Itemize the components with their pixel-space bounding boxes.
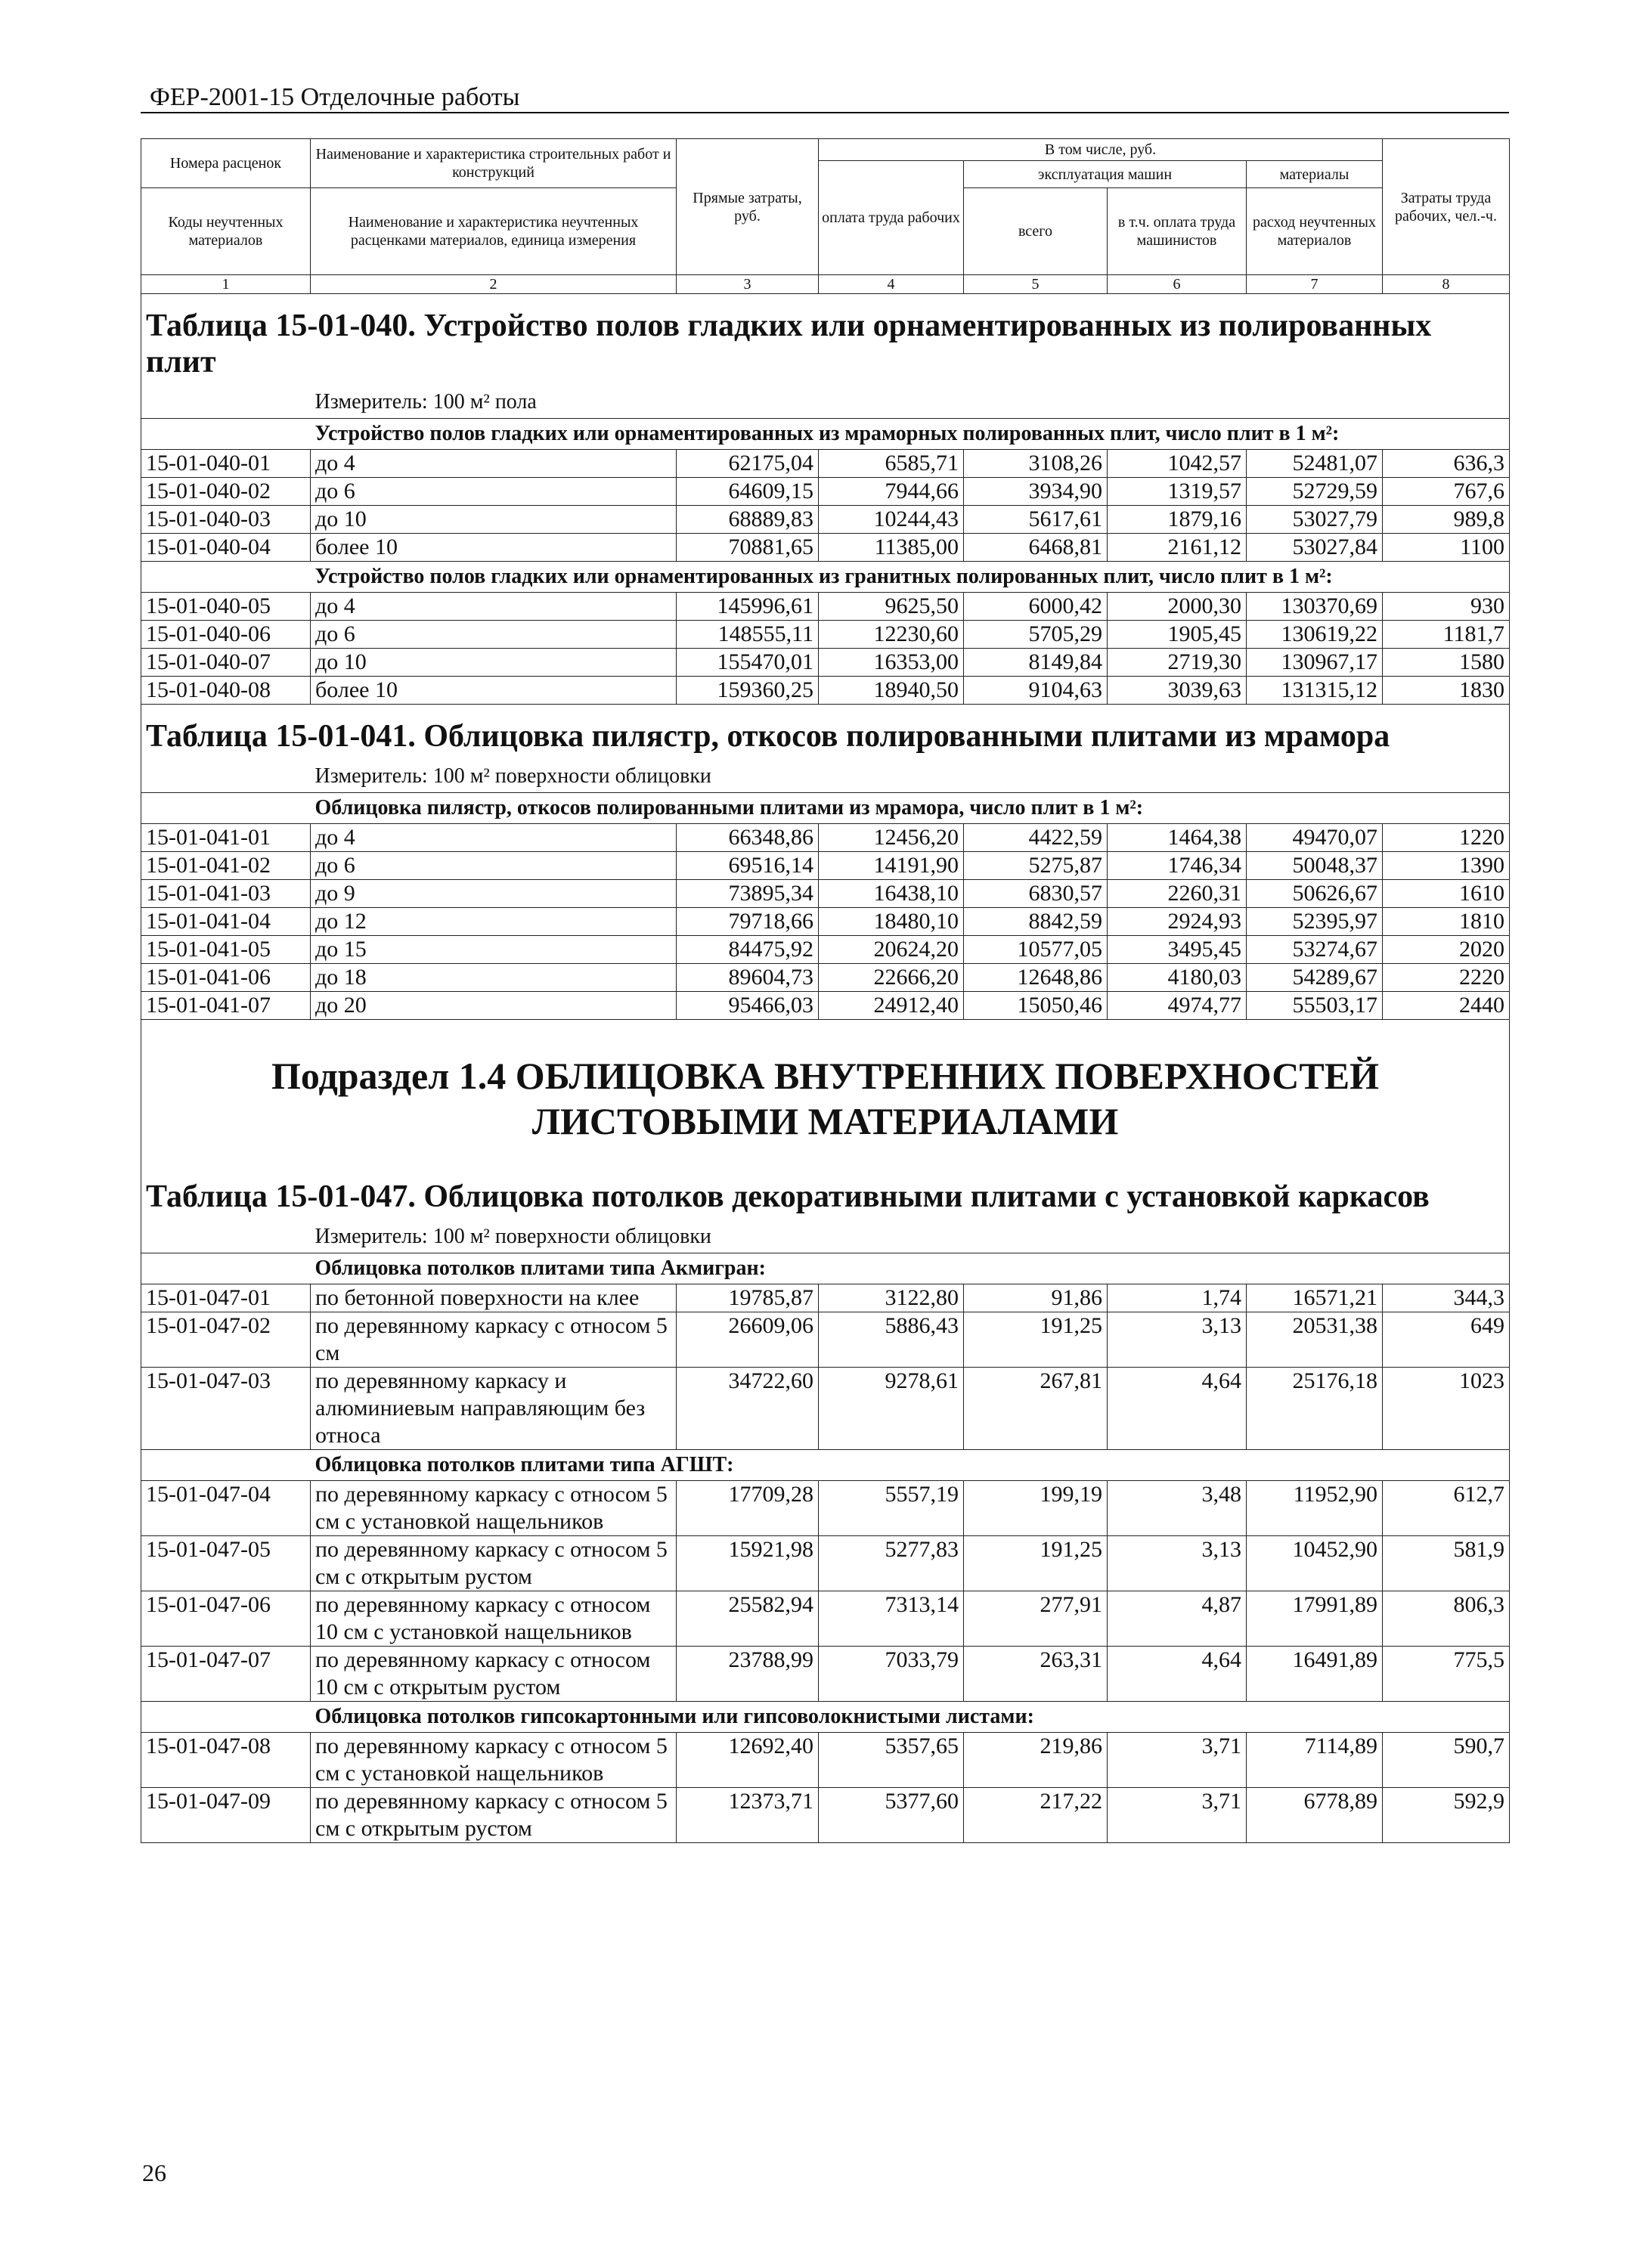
work-description: более 10 — [311, 677, 677, 705]
value-c4: 11385,00 — [819, 534, 964, 562]
value-c8: 344,3 — [1383, 1284, 1510, 1312]
measure-spacer — [141, 385, 311, 419]
group-heading-row — [141, 1702, 1510, 1733]
value-c8: 1830 — [1383, 677, 1510, 705]
value-c7: 130967,17 — [1247, 649, 1383, 677]
column-number: 5 — [964, 275, 1108, 294]
value-c6: 2719,30 — [1108, 649, 1247, 677]
value-c6: 1746,34 — [1108, 852, 1247, 880]
table-row — [141, 1481, 1510, 1536]
rate-code: 15-01-047-02 — [141, 1312, 311, 1368]
value-c6: 1464,38 — [1108, 824, 1247, 852]
value-c8: 989,8 — [1383, 506, 1510, 534]
group-heading-row — [141, 562, 1510, 593]
value-c6: 4974,77 — [1108, 992, 1247, 1020]
value-c8: 775,5 — [1383, 1647, 1510, 1702]
group-heading: Облицовка пилястр, откосов полированными плитами из мрамора, число плит в 1 м²: — [311, 793, 1510, 824]
group-heading-row — [141, 419, 1510, 450]
table-row — [141, 824, 1510, 852]
value-c8: 581,9 — [1383, 1536, 1510, 1591]
value-c3: 155470,01 — [677, 649, 819, 677]
rate-code: 15-01-040-05 — [141, 593, 311, 621]
table-row — [141, 964, 1510, 992]
value-c6: 2260,31 — [1108, 880, 1247, 908]
value-c3: 89604,73 — [677, 964, 819, 992]
group-spacer — [141, 793, 311, 824]
value-c4: 18940,50 — [819, 677, 964, 705]
value-c4: 10244,43 — [819, 506, 964, 534]
value-c7: 7114,89 — [1247, 1733, 1383, 1788]
value-c4: 12230,60 — [819, 621, 964, 649]
value-c6: 3495,45 — [1108, 936, 1247, 964]
rate-code: 15-01-041-02 — [141, 852, 311, 880]
value-c7: 52729,59 — [1247, 478, 1383, 506]
value-c4: 7313,14 — [819, 1591, 964, 1647]
value-c8: 592,9 — [1383, 1788, 1510, 1843]
table-row — [141, 677, 1510, 705]
page-number: 26 — [142, 2159, 166, 2186]
group-heading-row — [141, 1450, 1510, 1481]
group-spacer — [141, 1450, 311, 1481]
work-description: по деревянному каркасу с относом 5 см с установкой нащельников — [311, 1733, 677, 1788]
value-c3: 25582,94 — [677, 1591, 819, 1647]
value-c4: 9278,61 — [819, 1368, 964, 1450]
column-number: 7 — [1247, 275, 1383, 294]
table-row — [141, 1733, 1510, 1788]
rate-code: 15-01-047-01 — [141, 1284, 311, 1312]
value-c7: 20531,38 — [1247, 1312, 1383, 1368]
work-description: до 10 — [311, 506, 677, 534]
header-col2-top: Наименование и характеристика строительных работ и конструкций — [311, 139, 677, 188]
group-spacer — [141, 1253, 311, 1284]
rate-code: 15-01-040-01 — [141, 450, 311, 478]
value-c4: 9625,50 — [819, 593, 964, 621]
group-spacer — [141, 562, 311, 593]
value-c6: 1879,16 — [1108, 506, 1247, 534]
table-title: Таблица 15-01-041. Облицовка пилястр, откосов полированными плитами из мрамора — [141, 705, 1510, 760]
value-c3: 159360,25 — [677, 677, 819, 705]
group-heading: Облицовка потолков гипсокартонными или гипсоволокнистыми листами: — [311, 1702, 1510, 1733]
work-description: по деревянному каркасу с относом 5 см — [311, 1312, 677, 1368]
header-col4: оплата труда рабочих — [819, 161, 964, 275]
rate-code: 15-01-041-03 — [141, 880, 311, 908]
value-c5: 263,31 — [964, 1647, 1108, 1702]
work-description: до 9 — [311, 880, 677, 908]
value-c7: 6778,89 — [1247, 1788, 1383, 1843]
value-c4: 5277,83 — [819, 1536, 964, 1591]
value-c7: 130619,22 — [1247, 621, 1383, 649]
group-heading: Облицовка потолков плитами типа АГШТ: — [311, 1450, 1510, 1481]
value-c3: 12692,40 — [677, 1733, 819, 1788]
value-c7: 52395,97 — [1247, 908, 1383, 936]
work-description: по деревянному каркасу с относом 10 см с установкой нащельников — [311, 1591, 677, 1647]
column-header — [141, 139, 1510, 294]
value-c3: 70881,65 — [677, 534, 819, 562]
work-description: по деревянному каркасу с относом 5 см с установкой нащельников — [311, 1481, 677, 1536]
value-c3: 17709,28 — [677, 1481, 819, 1536]
value-c6: 1042,57 — [1108, 450, 1247, 478]
value-c5: 191,25 — [964, 1312, 1108, 1368]
value-c6: 3,13 — [1108, 1312, 1247, 1368]
header-col3: Прямые затраты, руб. — [677, 139, 819, 275]
value-c5: 10577,05 — [964, 936, 1108, 964]
value-c3: 34722,60 — [677, 1368, 819, 1450]
value-c4: 5886,43 — [819, 1312, 964, 1368]
value-c6: 1319,57 — [1108, 478, 1247, 506]
value-c3: 79718,66 — [677, 908, 819, 936]
table-row — [141, 1284, 1510, 1312]
header-col7: расход неучтенных материалов — [1247, 188, 1383, 275]
value-c8: 1220 — [1383, 824, 1510, 852]
header-col2-bottom: Наименование и характеристика неучтенных расценками материалов, единица измерения — [311, 188, 677, 275]
table-title-row — [141, 1165, 1510, 1219]
rate-code: 15-01-040-08 — [141, 677, 311, 705]
group-spacer — [141, 419, 311, 450]
value-c5: 15050,46 — [964, 992, 1108, 1020]
value-c8: 2220 — [1383, 964, 1510, 992]
table-row — [141, 908, 1510, 936]
rate-code: 15-01-041-05 — [141, 936, 311, 964]
rate-code: 15-01-041-04 — [141, 908, 311, 936]
value-c3: 64609,15 — [677, 478, 819, 506]
value-c7: 52481,07 — [1247, 450, 1383, 478]
value-c4: 5557,19 — [819, 1481, 964, 1536]
value-c5: 4422,59 — [964, 824, 1108, 852]
table-row — [141, 1536, 1510, 1591]
value-c6: 4,87 — [1108, 1591, 1247, 1647]
value-c8: 649 — [1383, 1312, 1510, 1368]
rate-code: 15-01-040-03 — [141, 506, 311, 534]
value-c4: 7033,79 — [819, 1647, 964, 1702]
work-description: до 15 — [311, 936, 677, 964]
value-c6: 3,71 — [1108, 1788, 1247, 1843]
value-c3: 66348,86 — [677, 824, 819, 852]
table-row — [141, 852, 1510, 880]
value-c6: 3039,63 — [1108, 677, 1247, 705]
value-c3: 68889,83 — [677, 506, 819, 534]
value-c8: 1023 — [1383, 1368, 1510, 1450]
header-incl-group: В том числе, руб. — [819, 139, 1383, 161]
value-c3: 15921,98 — [677, 1536, 819, 1591]
rate-code: 15-01-047-09 — [141, 1788, 311, 1843]
value-c6: 4,64 — [1108, 1647, 1247, 1702]
measure-spacer — [141, 759, 311, 793]
work-description: до 18 — [311, 964, 677, 992]
table-row — [141, 593, 1510, 621]
value-c7: 53027,84 — [1247, 534, 1383, 562]
value-c4: 3122,80 — [819, 1284, 964, 1312]
work-description: до 10 — [311, 649, 677, 677]
value-c8: 930 — [1383, 593, 1510, 621]
measure-spacer — [141, 1219, 311, 1253]
value-c3: 148555,11 — [677, 621, 819, 649]
rate-code: 15-01-040-02 — [141, 478, 311, 506]
group-heading: Устройство полов гладких или орнаментированных из мраморных полированных плит, число плит в 1 м²: — [311, 419, 1510, 450]
value-c5: 9104,63 — [964, 677, 1108, 705]
value-c6: 2000,30 — [1108, 593, 1247, 621]
rate-code: 15-01-041-01 — [141, 824, 311, 852]
rate-code: 15-01-047-08 — [141, 1733, 311, 1788]
value-c5: 3108,26 — [964, 450, 1108, 478]
value-c3: 23788,99 — [677, 1647, 819, 1702]
value-c3: 19785,87 — [677, 1284, 819, 1312]
column-number: 6 — [1108, 275, 1247, 294]
work-description: до 6 — [311, 478, 677, 506]
value-c8: 2440 — [1383, 992, 1510, 1020]
table-row — [141, 450, 1510, 478]
measure-unit: Измеритель: 100 м² пола — [311, 385, 1510, 419]
value-c6: 2924,93 — [1108, 908, 1247, 936]
column-number: 8 — [1383, 275, 1510, 294]
group-heading-row — [141, 1253, 1510, 1284]
value-c4: 16438,10 — [819, 880, 964, 908]
value-c4: 12456,20 — [819, 824, 964, 852]
column-number: 3 — [677, 275, 819, 294]
value-c7: 53274,67 — [1247, 936, 1383, 964]
work-description: по деревянному каркасу с относом 5 см с открытым рустом — [311, 1788, 677, 1843]
work-description: более 10 — [311, 534, 677, 562]
value-c4: 18480,10 — [819, 908, 964, 936]
table-row — [141, 1312, 1510, 1368]
work-description: по деревянному каркасу с относом 5 см с открытым рустом — [311, 1536, 677, 1591]
group-heading: Устройство полов гладких или орнаментированных из гранитных полированных плит, число плит в 1 м²: — [311, 562, 1510, 593]
table-row — [141, 478, 1510, 506]
value-c5: 219,86 — [964, 1733, 1108, 1788]
table-row — [141, 534, 1510, 562]
value-c7: 10452,90 — [1247, 1536, 1383, 1591]
value-c5: 12648,86 — [964, 964, 1108, 992]
work-description: до 20 — [311, 992, 677, 1020]
rate-code: 15-01-041-06 — [141, 964, 311, 992]
rate-code: 15-01-040-04 — [141, 534, 311, 562]
value-c8: 612,7 — [1383, 1481, 1510, 1536]
work-description: до 4 — [311, 593, 677, 621]
header-machines-group: эксплуатация машин — [964, 161, 1247, 188]
work-description: по деревянному каркасу с относом 10 см с открытым рустом — [311, 1647, 677, 1702]
value-c4: 22666,20 — [819, 964, 964, 992]
running-title: ФЕР-2001-15 Отделочные работы — [150, 83, 520, 111]
header-col8: Затраты труда рабочих, чел.-ч. — [1383, 139, 1510, 275]
column-number: 1 — [141, 275, 311, 294]
rate-code: 15-01-040-07 — [141, 649, 311, 677]
value-c4: 7944,66 — [819, 478, 964, 506]
measure-unit: Измеритель: 100 м² поверхности облицовки — [311, 1219, 1510, 1253]
value-c5: 5275,87 — [964, 852, 1108, 880]
rate-code: 15-01-047-03 — [141, 1368, 311, 1450]
work-description: до 6 — [311, 621, 677, 649]
table-row — [141, 506, 1510, 534]
value-c7: 16491,89 — [1247, 1647, 1383, 1702]
value-c4: 20624,20 — [819, 936, 964, 964]
value-c8: 1810 — [1383, 908, 1510, 936]
value-c7: 54289,67 — [1247, 964, 1383, 992]
value-c7: 131315,12 — [1247, 677, 1383, 705]
value-c7: 50048,37 — [1247, 852, 1383, 880]
work-description: до 4 — [311, 450, 677, 478]
value-c5: 5617,61 — [964, 506, 1108, 534]
value-c4: 14191,90 — [819, 852, 964, 880]
header-col1-top: Номера расценок — [141, 139, 311, 188]
table-title-row — [141, 294, 1510, 386]
header-col1-bottom: Коды неучтенных материалов — [141, 188, 311, 275]
column-number-row — [141, 275, 1510, 294]
group-heading-row — [141, 793, 1510, 824]
value-c4: 5357,65 — [819, 1733, 964, 1788]
value-c5: 3934,90 — [964, 478, 1108, 506]
value-c6: 3,48 — [1108, 1481, 1247, 1536]
table-title: Таблица 15-01-047. Облицовка потолков декоративными плитами с установкой каркасов — [141, 1165, 1510, 1219]
table-row — [141, 1591, 1510, 1647]
value-c8: 806,3 — [1383, 1591, 1510, 1647]
work-description: до 6 — [311, 852, 677, 880]
value-c8: 1100 — [1383, 534, 1510, 562]
table-row — [141, 1368, 1510, 1450]
value-c5: 267,81 — [964, 1368, 1108, 1450]
value-c3: 69516,14 — [677, 852, 819, 880]
value-c8: 2020 — [1383, 936, 1510, 964]
rate-code: 15-01-047-04 — [141, 1481, 311, 1536]
value-c5: 5705,29 — [964, 621, 1108, 649]
value-c5: 217,22 — [964, 1788, 1108, 1843]
header-col6: в т.ч. оплата труда машинистов — [1108, 188, 1247, 275]
subsection-heading-line1: Подраздел 1.4 ОБЛИЦОВКА ВНУТРЕННИХ ПОВЕРХНОСТЕЙ — [271, 1055, 1379, 1097]
value-c7: 11952,90 — [1247, 1481, 1383, 1536]
table-title-row — [141, 705, 1510, 760]
value-c7: 25176,18 — [1247, 1368, 1383, 1450]
value-c7: 53027,79 — [1247, 506, 1383, 534]
value-c5: 8842,59 — [964, 908, 1108, 936]
subsection-heading-row — [141, 1020, 1510, 1166]
value-c5: 6830,57 — [964, 880, 1108, 908]
rate-code: 15-01-040-06 — [141, 621, 311, 649]
measure-unit: Измеритель: 100 м² поверхности облицовки — [311, 759, 1510, 793]
value-c7: 55503,17 — [1247, 992, 1383, 1020]
value-c7: 49470,07 — [1247, 824, 1383, 852]
value-c7: 16571,21 — [1247, 1284, 1383, 1312]
value-c8: 1390 — [1383, 852, 1510, 880]
value-c3: 26609,06 — [677, 1312, 819, 1368]
header-materials-group: материалы — [1247, 161, 1383, 188]
subsection-heading-line2: ЛИСТОВЫМИ МАТЕРИАЛАМИ — [531, 1100, 1119, 1142]
column-number: 2 — [311, 275, 677, 294]
value-c4: 5377,60 — [819, 1788, 964, 1843]
value-c6: 1,74 — [1108, 1284, 1247, 1312]
value-c8: 1181,7 — [1383, 621, 1510, 649]
value-c7: 17991,89 — [1247, 1591, 1383, 1647]
header-col5: всего — [964, 188, 1108, 275]
value-c6: 3,13 — [1108, 1536, 1247, 1591]
value-c6: 4,64 — [1108, 1368, 1247, 1450]
table-title: Таблица 15-01-040. Устройство полов гладких или орнаментированных из полированных плит — [141, 294, 1510, 386]
group-spacer — [141, 1702, 311, 1733]
value-c6: 4180,03 — [1108, 964, 1247, 992]
value-c3: 95466,03 — [677, 992, 819, 1020]
value-c3: 12373,71 — [677, 1788, 819, 1843]
value-c8: 767,6 — [1383, 478, 1510, 506]
value-c6: 3,71 — [1108, 1733, 1247, 1788]
value-c3: 145996,61 — [677, 593, 819, 621]
value-c5: 199,19 — [964, 1481, 1108, 1536]
rate-code: 15-01-047-07 — [141, 1647, 311, 1702]
value-c8: 636,3 — [1383, 450, 1510, 478]
rate-code: 15-01-041-07 — [141, 992, 311, 1020]
rates-table — [141, 138, 1510, 1843]
table-row — [141, 992, 1510, 1020]
work-description: по бетонной поверхности на клее — [311, 1284, 677, 1312]
column-number: 4 — [819, 275, 964, 294]
value-c5: 8149,84 — [964, 649, 1108, 677]
value-c4: 24912,40 — [819, 992, 964, 1020]
value-c5: 6468,81 — [964, 534, 1108, 562]
value-c3: 84475,92 — [677, 936, 819, 964]
value-c6: 2161,12 — [1108, 534, 1247, 562]
value-c8: 590,7 — [1383, 1733, 1510, 1788]
measure-row — [141, 1219, 1510, 1253]
table-row — [141, 936, 1510, 964]
value-c8: 1610 — [1383, 880, 1510, 908]
value-c4: 6585,71 — [819, 450, 964, 478]
value-c3: 73895,34 — [677, 880, 819, 908]
rate-code: 15-01-047-06 — [141, 1591, 311, 1647]
value-c7: 130370,69 — [1247, 593, 1383, 621]
table-row — [141, 621, 1510, 649]
value-c5: 91,86 — [964, 1284, 1108, 1312]
table-row — [141, 880, 1510, 908]
page-header — [141, 76, 1509, 113]
work-description: по деревянному каркасу и алюминиевым направляющим без относа — [311, 1368, 677, 1450]
value-c4: 16353,00 — [819, 649, 964, 677]
work-description: до 12 — [311, 908, 677, 936]
measure-row — [141, 385, 1510, 419]
table-row — [141, 1788, 1510, 1843]
measure-row — [141, 759, 1510, 793]
value-c5: 277,91 — [964, 1591, 1108, 1647]
table-content — [141, 294, 1510, 1843]
rates-document — [141, 138, 1509, 1843]
table-row — [141, 1647, 1510, 1702]
value-c5: 191,25 — [964, 1536, 1108, 1591]
group-heading: Облицовка потолков плитами типа Акмигран: — [311, 1253, 1510, 1284]
rate-code: 15-01-047-05 — [141, 1536, 311, 1591]
value-c8: 1580 — [1383, 649, 1510, 677]
value-c7: 50626,67 — [1247, 880, 1383, 908]
value-c6: 1905,45 — [1108, 621, 1247, 649]
work-description: до 4 — [311, 824, 677, 852]
table-row — [141, 649, 1510, 677]
value-c3: 62175,04 — [677, 450, 819, 478]
subsection-heading — [141, 1020, 1510, 1166]
value-c5: 6000,42 — [964, 593, 1108, 621]
